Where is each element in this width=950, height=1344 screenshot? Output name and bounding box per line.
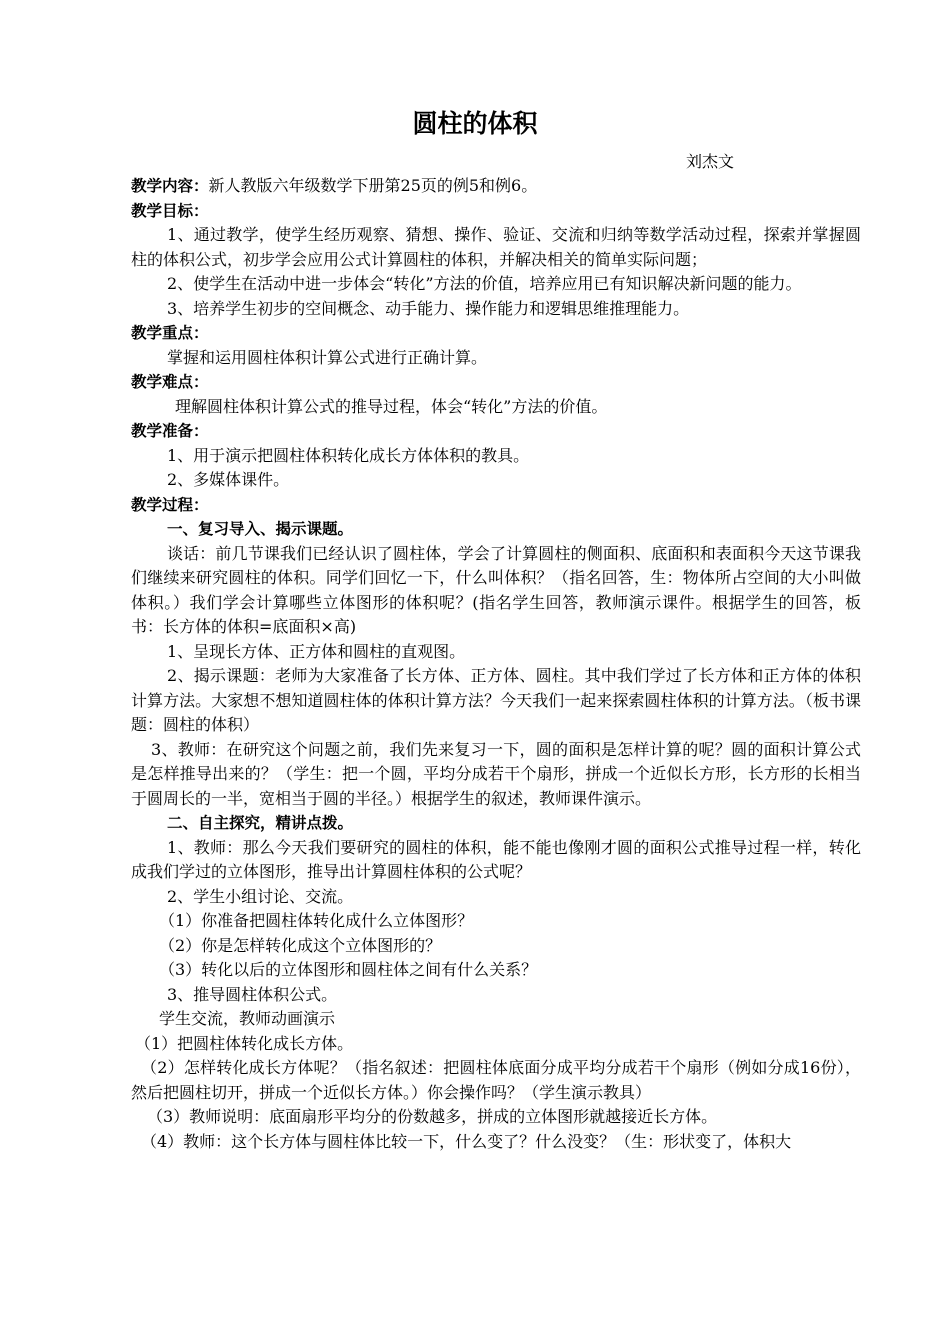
content-label: 教学内容： xyxy=(131,177,209,195)
section-2-item-2: 2、学生小组讨论、交流。 xyxy=(167,886,354,906)
author-name: 刘杰文 xyxy=(686,152,735,171)
goals-heading: 教学目标： xyxy=(131,201,209,220)
goal-item-1: 1、通过教学，使学生经历观察、猜想、操作、验证、交流和归纳等数学活动过程，探索并掌握圆柱的体积公式，初步学会应用公式计算圆柱的体积，并解决相关的简单实际问题； xyxy=(131,225,861,269)
goal-item-2: 2、使学生在活动中进一步体会“转化”方法的价值，培养应用已有知识解决新问题的能力。 xyxy=(167,274,802,293)
prep-heading: 教学准备： xyxy=(131,422,209,440)
section-2-step-2: （2）怎样转化成长方体呢？（指名叙述：把圆柱体底面分成平均分成若干个扇形（例如分成16份），然后把圆柱切开，拼成一个近似长方体。）你会操作吗？（学生演示教具） xyxy=(131,1058,861,1102)
content-text: 新人教版六年级数学下册第25页的例5和例6。 xyxy=(208,176,538,195)
section-2-step-1: （1）把圆柱体转化成长方体。 xyxy=(135,1033,354,1053)
section-2-question-3: （3）转化以后的立体图形和圆柱体之间有什么关系？ xyxy=(159,960,538,979)
process-heading: 教学过程： xyxy=(131,495,209,514)
section-1-item-1: 1、呈现长方体、正方体和圆柱的直观图。 xyxy=(167,641,466,661)
section-2-question-2: （2）你是怎样转化成这个立体图形的？ xyxy=(159,935,442,955)
section-1-item-3: 3、教师：在研究这个问题之前，我们先来复习一下，圆的面积是怎样计算的呢？圆的面积计算公式是怎样推导出来的？（学生：把一个圆，平均分成若干个扇形，拼成一个近似长方形，长方形的长相当于圆周长的一半，宽相当于圆的半径。）根据学生的叙述，教师课件演示。 xyxy=(131,739,861,808)
section-1-item-2: 2、揭示课题：老师为大家准备了长方体、正方体、圆柱。其中我们学过了长方体和正方体的体积计算方法。大家想不想知道圆柱体的体积计算方法？今天我们一起来探索圆柱体积的计算方法。（板书课题：圆柱的体积） xyxy=(131,666,861,734)
section-2-step-4: （4）教师：这个长方体与圆柱体比较一下，什么变了？什么没变？（生：形状变了，体积大 xyxy=(141,1131,792,1151)
section-2-question-1: （1）你准备把圆柱体转化成什么立体图形？ xyxy=(159,911,474,930)
key-text: 掌握和运用圆柱体积计算公式进行正确计算。 xyxy=(167,347,488,367)
difficulty-text: 理解圆柱体积计算公式的推导过程，体会“转化”方法的价值。 xyxy=(175,396,608,416)
document-body xyxy=(131,174,861,1154)
goal-item-3: 3、培养学生初步的空间概念、动手能力、操作能力和逻辑思维推理能力。 xyxy=(167,298,690,318)
prep-item-1: 1、用于演示把圆柱体积转化成长方体体积的教具。 xyxy=(167,445,530,465)
section-1-heading: 一、复习导入、揭示课题。 xyxy=(167,520,354,538)
section-2-demo: 学生交流，教师动画演示 xyxy=(159,1009,336,1028)
section-2-item-1: 1、教师：那么今天我们要研究的圆柱的体积，能不能也像刚才圆的面积公式推导过程一样，转化成我们学过的立体图形，推导出计算圆柱体积的公式呢？ xyxy=(131,837,861,881)
section-1-talk: 谈话：前几节课我们已经认识了圆柱体，学会了计算圆柱的侧面积、底面积和表面积今天这节课我们继续来研究圆柱的体积。同学们回忆一下，什么叫体积？（指名回答，生：物体所占空间的大小叫做体积。）我们学会计算哪些立体图形的体积呢？(指名学生回答，教师演示课件。根据学生的回答，板书：长方体的体积=底面积×高) xyxy=(131,543,861,636)
section-2-step-3: （3）教师说明：底面扇形平均分的份数越多，拼成的立体图形就越接近长方体。 xyxy=(147,1107,718,1126)
section-2-heading: 二、自主探究，精讲点拨。 xyxy=(167,814,354,832)
difficulty-heading: 教学难点： xyxy=(131,373,209,391)
content-line xyxy=(131,174,861,199)
section-2-item-3: 3、推导圆柱体积公式。 xyxy=(167,984,338,1004)
document-title: 圆柱的体积 xyxy=(412,109,538,138)
key-heading: 教学重点： xyxy=(131,324,209,342)
prep-item-2: 2、多媒体课件。 xyxy=(167,470,290,489)
